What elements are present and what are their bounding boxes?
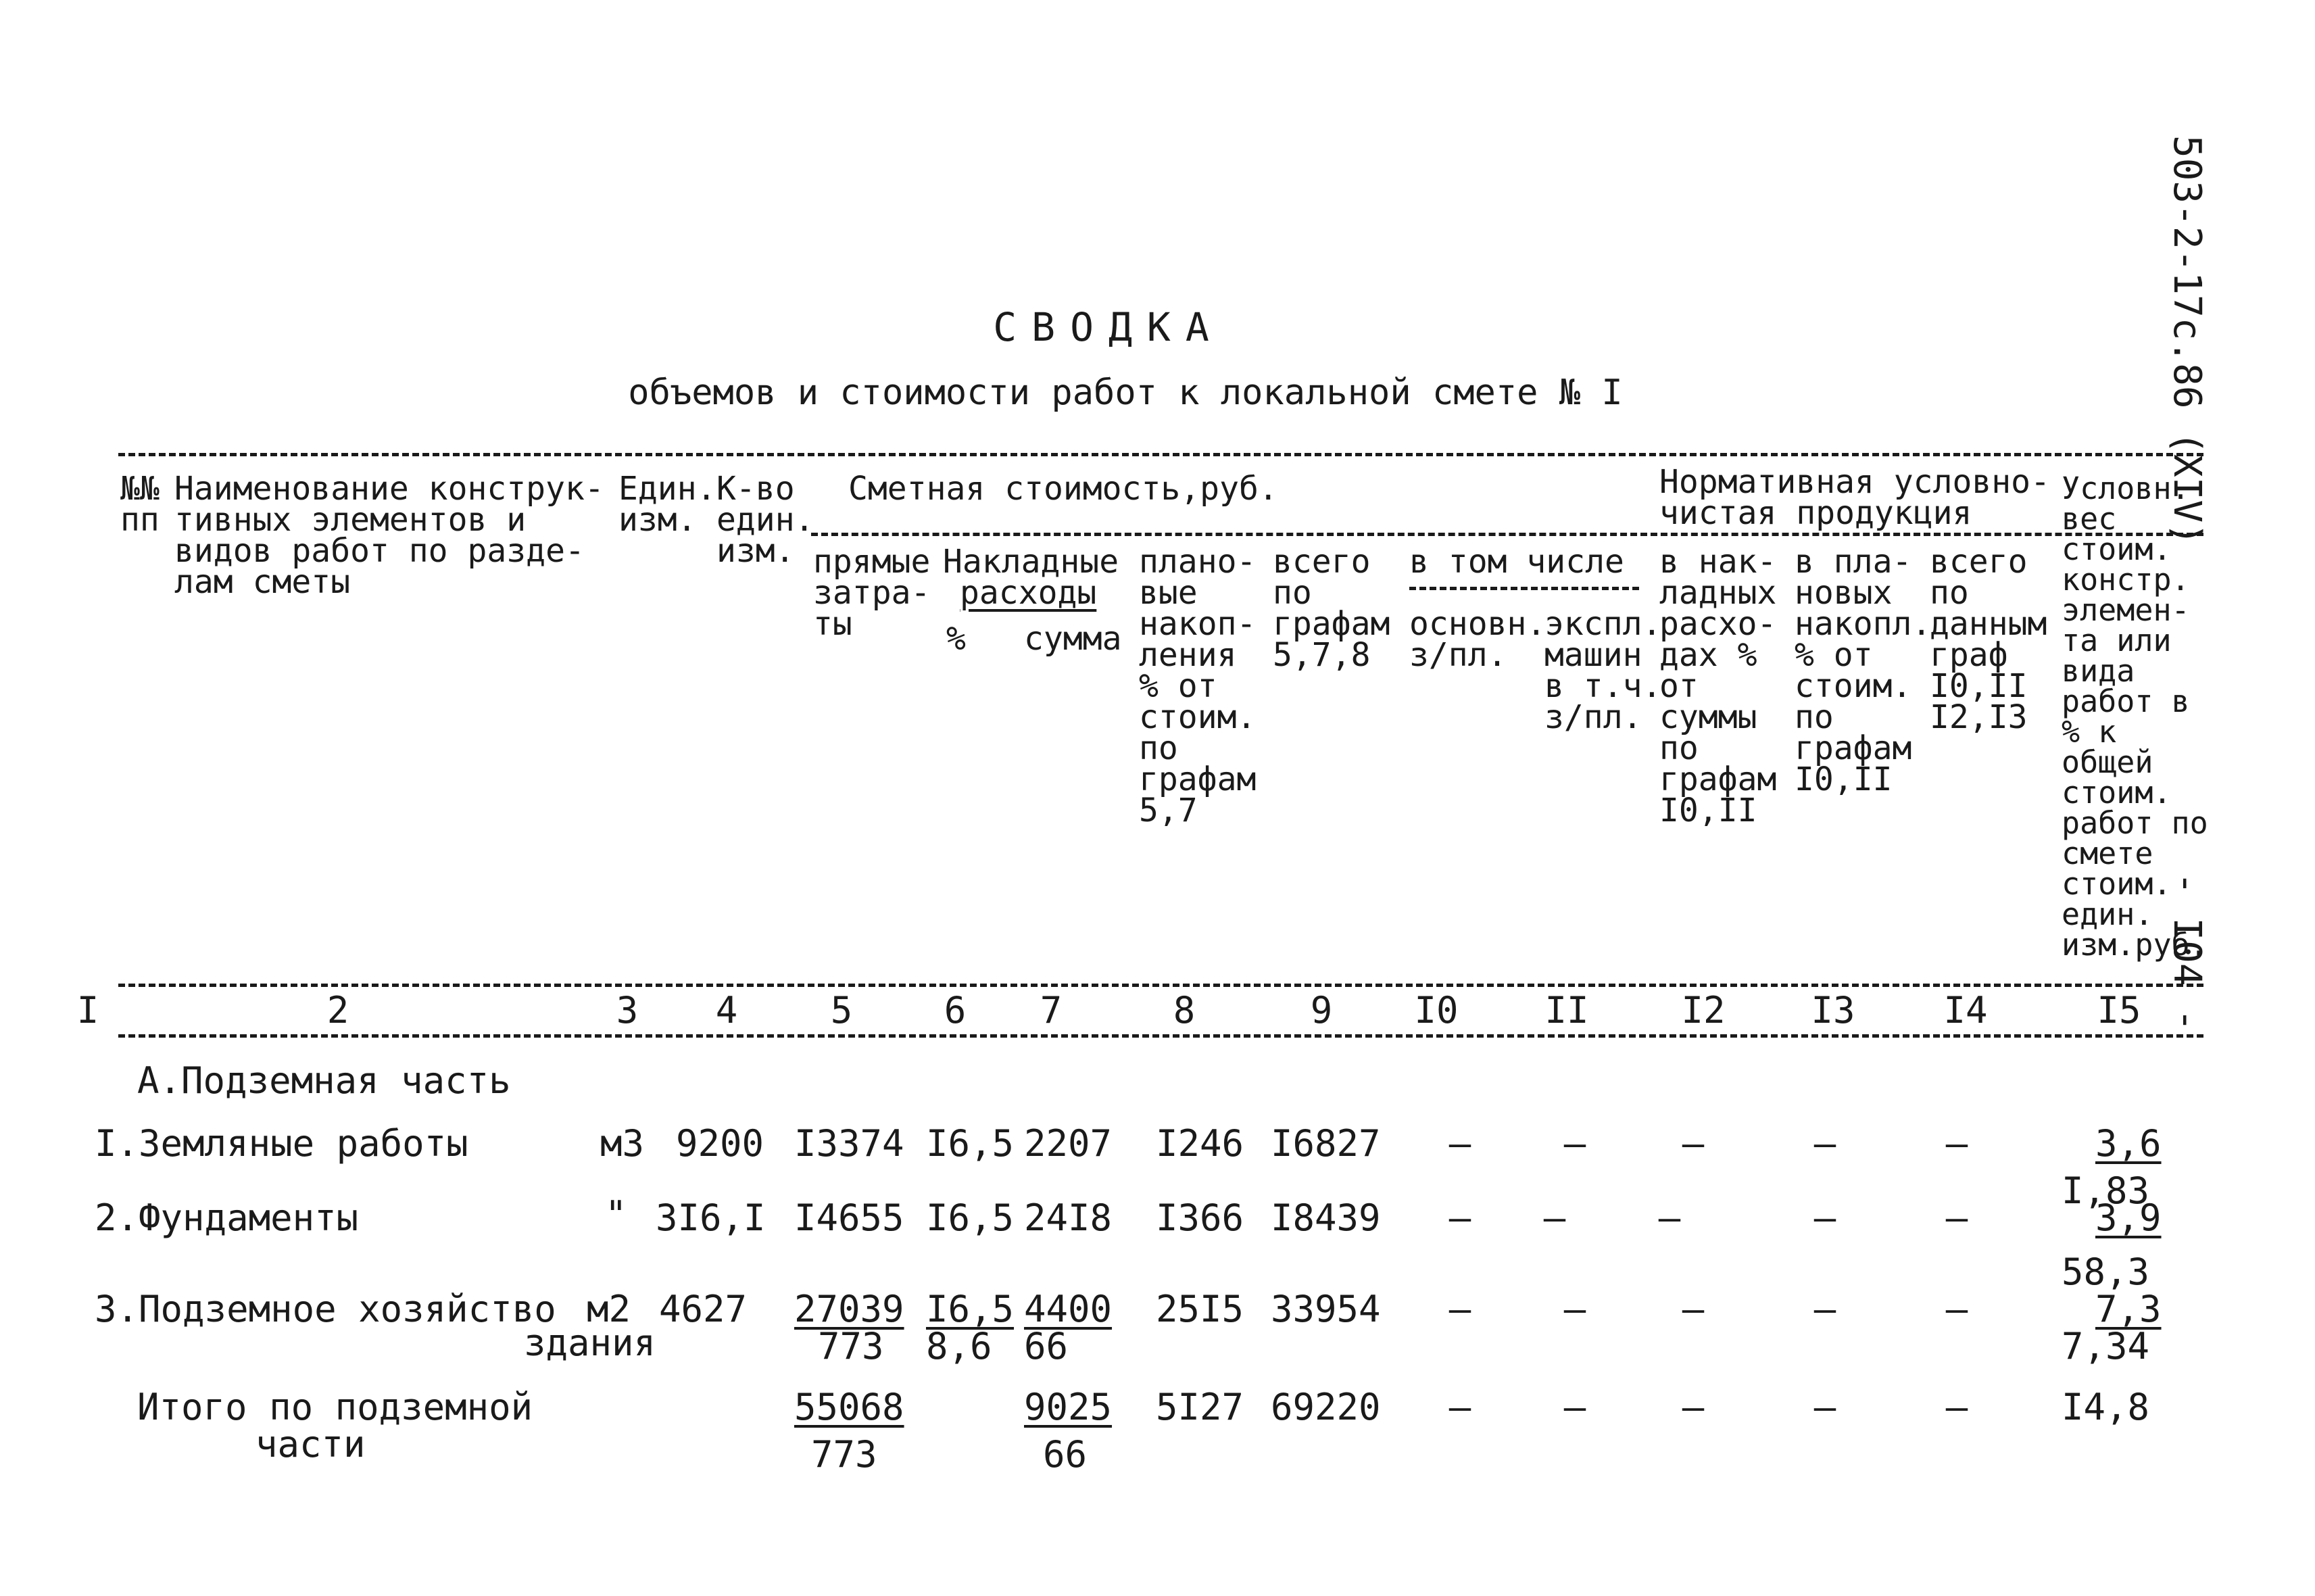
header-planned: плано- вые накоп- ления % от стоим. по графам 5,7 (1139, 543, 1257, 829)
colnum-1: I (76, 989, 99, 1032)
row-direct: 27039 (794, 1288, 904, 1330)
total-label: Итого по подземной (137, 1386, 533, 1428)
header-unit: Един. изм. (618, 470, 716, 539)
colnum-9: 9 (1310, 989, 1333, 1032)
row-weight: 3,9 (2095, 1196, 2162, 1239)
row-name: 3.Подземное хозяйство (95, 1288, 556, 1330)
row-planned: 25I5 (1156, 1288, 1244, 1330)
row-col10: – (1448, 1122, 1471, 1165)
header-machines: экспл. машин в т.ч. з/пл. (1544, 605, 1662, 736)
row-col10: – (1448, 1196, 1471, 1239)
colnum-3: 3 (616, 989, 639, 1032)
row-overhead-sum: 2207 (1024, 1122, 1113, 1165)
row-col11: – (1563, 1288, 1586, 1330)
header-overhead-sub: расходы (960, 574, 1097, 612)
row-overhead-sum-2: 66 (1024, 1325, 1069, 1368)
row-col12: – (1682, 1288, 1705, 1330)
total-col14: – (1945, 1386, 1968, 1428)
row-unit: м2 (587, 1288, 631, 1330)
row-overhead-sum: 4400 (1024, 1288, 1113, 1330)
total-direct-wage: 773 (811, 1433, 877, 1476)
total-weight: I4,8 (2062, 1386, 2150, 1428)
page-subtitle: объемов и стоимости работ к локальной смете № I (628, 372, 1623, 413)
total-overhead-sum-2: 66 (1043, 1433, 1088, 1476)
total-col11: – (1563, 1386, 1586, 1428)
total-planned: 5I27 (1156, 1386, 1244, 1428)
colnum-11: II (1544, 989, 1589, 1032)
row-col14: – (1945, 1196, 1968, 1239)
row-direct: I4655 (794, 1196, 904, 1239)
colnum-5: 5 (830, 989, 853, 1032)
header-norm-overhead: в нак- ладных расхо- дах % от суммы по графам I0,II (1659, 543, 1777, 829)
row-unit: м3 (600, 1122, 645, 1165)
header-norm-total: всего по данным граф I0,II I2,I3 (1930, 543, 2047, 736)
row-unit-cost: 7,34 (2062, 1325, 2150, 1368)
row-unit-cost: I,83 (2062, 1169, 2150, 1212)
row-overhead-sum: 24I8 (1024, 1196, 1113, 1239)
row-weight: 7,3 (2095, 1288, 2162, 1330)
row-qty: 9200 (676, 1122, 764, 1165)
page-title: СВОДКА (993, 304, 1224, 350)
row-col14: – (1945, 1288, 1968, 1330)
row-overhead-pct: I6,5 (926, 1196, 1015, 1239)
header-overhead-sum: сумма (1024, 620, 1122, 658)
row-overhead-pct: I6,5 (926, 1288, 1015, 1330)
colnum-7: 7 (1040, 989, 1063, 1032)
row-direct: I3374 (794, 1122, 904, 1165)
header-normative-group: Нормативная условно- чистая продукция (1659, 463, 2050, 532)
row-unit-cost: 58,3 (2062, 1251, 2150, 1293)
total-direct: 55068 (794, 1386, 904, 1428)
row-weight: 3,6 (2095, 1122, 2162, 1165)
colnum-8: 8 (1173, 989, 1196, 1032)
row-overhead-pct: I6,5 (926, 1122, 1015, 1165)
colnum-2: 2 (326, 989, 349, 1032)
row-name: 2.Фундаменты (95, 1196, 359, 1239)
row-total: I6827 (1271, 1122, 1381, 1165)
total-overhead-sum: 9025 (1024, 1386, 1113, 1428)
total-col13: – (1813, 1386, 1836, 1428)
header-num: №№ пп (120, 470, 160, 539)
colnum-15: I5 (2097, 989, 2141, 1032)
section-title: А.Подземная часть (137, 1059, 511, 1102)
colnum-10: I0 (1414, 989, 1459, 1032)
header-name: Наименование конструк- тивных элементов и видов работ по разде- лам сметы (174, 470, 604, 601)
row-col12: – (1682, 1122, 1705, 1165)
column-numbers-rule (118, 1034, 2203, 1038)
row-qty: 4627 (659, 1288, 748, 1330)
total-col10: – (1448, 1386, 1471, 1428)
header-bottom-rule (118, 984, 2203, 987)
header-weight: Условн. вес стоим. констр. элемен- та или вида работ в % к общей стоим. работ по смете стоим. един. изм.руб. (2062, 470, 2208, 963)
row-col13: – (1813, 1288, 1836, 1330)
colnum-6: 6 (944, 989, 967, 1032)
row-unit-2: здания (524, 1322, 656, 1364)
row-planned: I366 (1156, 1196, 1244, 1239)
row-col11: – (1543, 1196, 1566, 1239)
header-including: в том числе (1409, 543, 1624, 581)
row-col14: – (1945, 1122, 1968, 1165)
row-qty: 3I6,I (656, 1196, 766, 1239)
total-label-2: части (255, 1423, 366, 1466)
document-code: 503-2-17с.86 (XIV) (2165, 135, 2209, 546)
colnum-14: I4 (1943, 989, 1988, 1032)
row-col13: – (1813, 1122, 1836, 1165)
header-top-rule (118, 453, 2203, 456)
total-total: 69220 (1271, 1386, 1381, 1428)
header-norm-planned: в пла- новых накопл. % от стоим. по графам I0,II (1795, 543, 1932, 798)
row-total: I8439 (1271, 1196, 1381, 1239)
including-rule (1409, 587, 1639, 590)
row-planned: I246 (1156, 1122, 1244, 1165)
header-overhead-pct: % (946, 620, 966, 658)
total-col12: – (1682, 1386, 1705, 1428)
colnum-4: 4 (715, 989, 738, 1032)
header-subgroup-rule (811, 533, 2203, 536)
header-total: всего по графам 5,7,8 (1273, 543, 1390, 674)
row-col12: – (1658, 1196, 1681, 1239)
row-name: I.Земляные работы (95, 1122, 468, 1165)
header-direct: прямые затра- ты (813, 543, 931, 643)
row-overhead-pct-2: 8,6 (926, 1325, 992, 1368)
row-unit: " (605, 1193, 627, 1236)
page-number: - I04 - (2165, 872, 2209, 1032)
row-col13: – (1813, 1196, 1836, 1239)
row-col10: – (1448, 1288, 1471, 1330)
header-qty: К-во един. изм. (716, 470, 814, 570)
header-base-wage: основн. з/пл. (1409, 605, 1546, 674)
row-total: 33954 (1271, 1288, 1381, 1330)
row-direct-wage: 773 (818, 1325, 884, 1368)
row-col11: – (1563, 1122, 1586, 1165)
colnum-13: I3 (1811, 989, 1855, 1032)
header-overhead: Накладные (943, 543, 1119, 581)
header-estimate-group: Сметная стоимость,руб. (848, 470, 1278, 508)
colnum-12: I2 (1681, 989, 1726, 1032)
